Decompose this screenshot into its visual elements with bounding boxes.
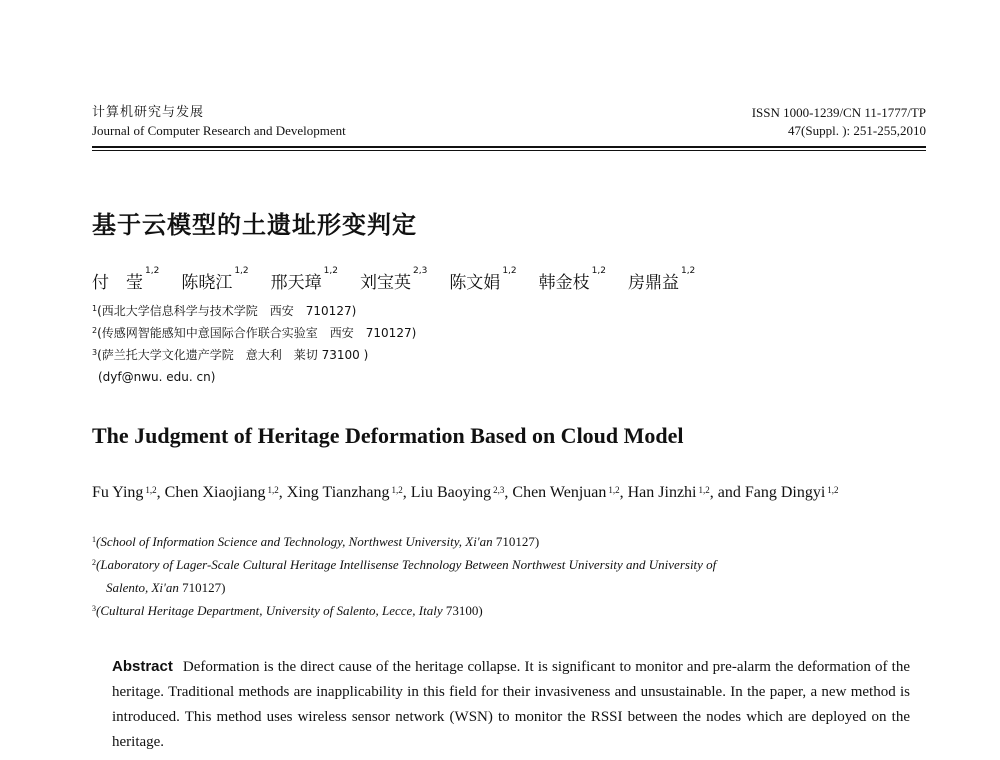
author-cn: 房鼎益$^{1,2}$ <box>627 266 696 293</box>
journal-name <box>92 104 346 140</box>
affiliation-en-1: $^1$(School of Information Science and Technology, Northwest University, Xi'an 710127) <box>92 534 540 549</box>
journal-info <box>752 104 926 140</box>
abstract-text: Deformation is the direct cause of the heritage collapse. It is significant to monitor and pre-alarm the deformation of the heritage. Traditional methods are inapplicability in this field for their invasiveness and unsustainable. In the paper, a new method is introduced. This method uses wireless sensor network (WSN) to monitor the RSSI between the nodes which are deployed on the heritage. <box>112 659 910 750</box>
email: (dyf@nwu. edu. cn) <box>98 370 216 384</box>
affiliation-en-2: $^2$(Laboratory of Lager-Scale Cultural Heritage Intellisense Technology Between Northwest University and University of <box>92 557 717 572</box>
title-en: The Judgment of Heritage Deformation Based on Cloud Model <box>92 423 684 448</box>
author-en: Han Jinzhi $^{1,2}$, and <box>627 484 745 501</box>
volume-pages: 47(Suppl. ): 251-255,2010 <box>788 123 926 138</box>
author-en: Fang Dingyi $^{1,2}$ <box>744 484 839 501</box>
author-en: Liu Baoying $^{2,3}$, <box>410 484 513 501</box>
title-cn: 基于云模型的土遗址形变判定 <box>92 211 417 239</box>
running-header <box>92 104 926 148</box>
abstract <box>112 654 910 755</box>
affiliation-cn-2: $^2$(传感网智能感知中意国际合作联合实验室 西安 710127) <box>92 326 417 340</box>
journal-name-en: Journal of Computer Research and Development <box>92 123 346 138</box>
affiliation-cn-3: $^3$(萨兰托大学文化遗产学院 意大利 莱切 73100 ) <box>92 348 369 362</box>
author-en: Chen Xiaojiang $^{1,2}$, <box>164 484 287 501</box>
author-cn: 付 莹$^{1,2}$ <box>92 266 160 293</box>
authors-cn <box>92 268 717 293</box>
author-en: Xing Tianzhang $^{1,2}$, <box>286 484 411 501</box>
author-en: Chen Wenjuan $^{1,2}$, <box>512 484 628 501</box>
author-cn: 陈文娟$^{1,2}$ <box>449 266 517 293</box>
affiliations-en <box>92 530 926 622</box>
header-rule-thin <box>92 150 926 151</box>
authors-en <box>92 480 926 505</box>
header-rule-thick <box>92 146 926 148</box>
issn: ISSN 1000-1239/CN 11-1777/TP <box>751 105 926 120</box>
affiliation-en-2-cont: Salento, Xi'an 710127) <box>106 580 226 595</box>
author-cn: 陈晓江$^{1,2}$ <box>181 266 249 293</box>
author-cn: 韩金枝$^{1,2}$ <box>538 266 606 293</box>
author-cn: 刘宝英$^{2,3}$ <box>359 266 428 293</box>
author-cn: 邢天璋$^{1,2}$ <box>270 266 338 293</box>
affiliation-cn-1: $^1$(西北大学信息科学与技术学院 西安 710127) <box>92 304 357 318</box>
affiliation-en-3: $^3$(Cultural Heritage Department, University of Salento, Lecce, Italy 73100) <box>92 603 483 618</box>
author-en: Fu Ying $^{1,2}$, <box>92 484 165 501</box>
affiliations-cn <box>92 300 416 388</box>
abstract-label: Abstract <box>112 658 173 675</box>
journal-name-cn: 计算机研究与发展 <box>92 105 205 120</box>
